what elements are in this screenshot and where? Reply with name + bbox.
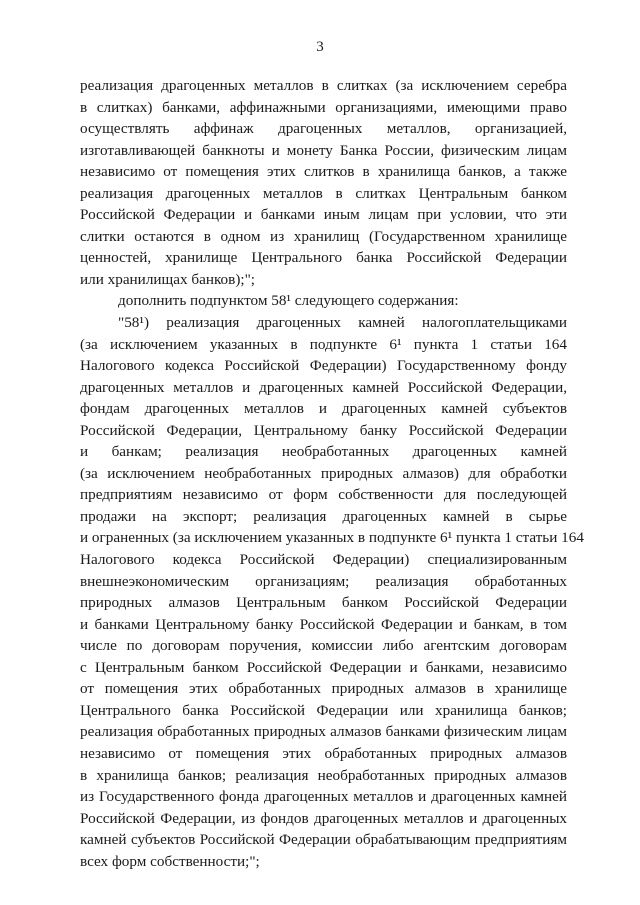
text-line: Налогового кодекса Российской Федерации) специализированным [80,551,567,569]
text-line: ценностей, хранилище Центрального банка Российской Федерации [80,249,567,267]
text-line: числе по договорам поручения, комиссии либо агентским договорам [80,637,567,655]
text-line: и ограненных (за исключением указанных в подпункте 6¹ пункта 1 статьи 164 [80,529,584,547]
page-number: 3 [316,39,324,55]
text-line: Российской Федерации, из фондов драгоценных металлов и драгоценных [80,809,567,827]
text-line: и банками Центральному банку Российской Федерации и банкам, в том [80,615,567,633]
text-line: драгоценных металлов и драгоценных камней Российской Федерации, [80,378,567,396]
text-line: дополнить подпунктом 58¹ следующего содержания: [118,292,459,310]
text-line: "58¹) реализация драгоценных камней налогоплательщиками [118,314,567,332]
text-line: Центрального банка Российской Федерации или хранилища банков; [80,701,567,719]
text-line: и банкам; реализация необработанных драгоценных камней [80,443,567,461]
document-body [80,75,584,872]
text-line: продажи на экспорт; реализация драгоценных камней в сырье [80,507,567,525]
text-line: Российской Федерации, Центральному банку Российской Федерации [80,421,567,439]
text-line: из Государственного фонда драгоценных металлов и драгоценных камней [80,788,567,806]
text-line: фондам драгоценных металлов и драгоценных камней субъектов [80,400,567,418]
text-line: в хранилища банков; реализация необработанных природных алмазов [80,766,567,784]
text-line: реализация обработанных природных алмазов банками физическим лицам [80,723,567,741]
text-line: реализация драгоценных металлов в слитках (за исключением серебра [80,77,567,94]
text-line: с Центральным банком Российской Федерации и банками, независимо [80,658,567,676]
text-line: камней субъектов Российской Федерации обрабатывающим предприятиям [80,831,567,849]
text-line: (за исключением необработанных природных алмазов) для обработки [80,464,567,482]
text-line: реализация драгоценных металлов в слитках Центральным банком [80,184,567,202]
text-line: осуществлять аффинаж драгоценных металлов, организацией, [80,120,567,138]
text-line: независимо от помещения этих обработанных природных алмазов [80,744,567,762]
text-line: природных алмазов Центральным банком Российской Федерации [80,594,567,612]
text-line: независимо от помещения этих слитков в хранилища банков, а также [80,163,567,181]
text-line: изготавливающей банкноты и монету Банка России, физическим лицам [80,141,567,159]
text-line: слитки остаются в одном из хранилищ (Государственном хранилище [80,227,567,245]
text-line: внешнеэкономическим организациям; реализация обработанных [80,572,567,590]
text-line: Российской Федерации и банками иным лицам при условии, что эти [80,206,567,224]
text-line: от помещения этих обработанных природных алмазов в хранилище [80,680,567,698]
text-line: предприятиям независимо от форм собственности для последующей [80,486,567,504]
text-line: или хранилищах банков);"; [80,270,256,288]
text-line: всех форм собственности;"; [80,852,260,870]
text-line: Налогового кодекса Российской Федерации) Государственному фонду [80,357,567,375]
text-line: (за исключением указанных в подпункте 6¹ пункта 1 статьи 164 [80,335,567,353]
text-line: в слитках) банками, аффинажными организациями, имеющими право [80,98,567,116]
